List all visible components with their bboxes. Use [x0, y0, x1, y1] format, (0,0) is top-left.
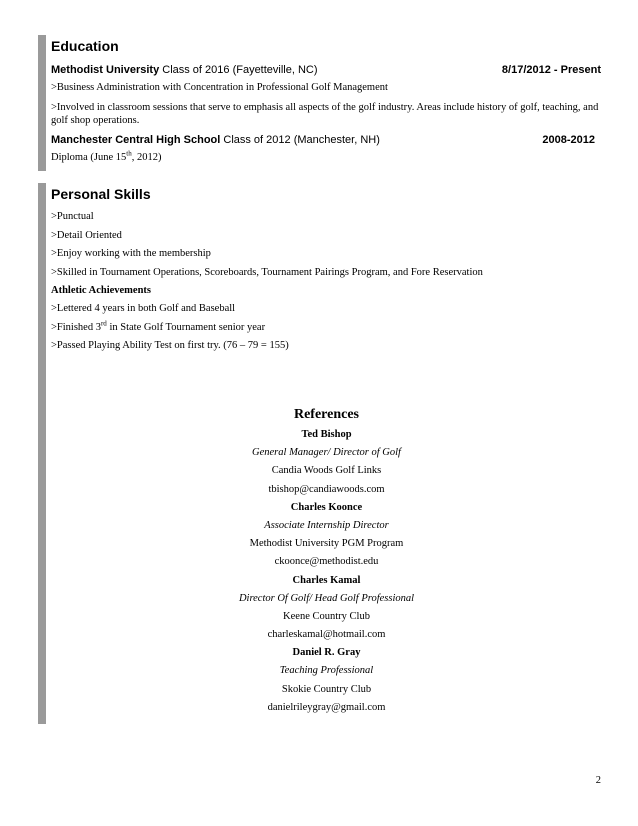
finished-text: >Finished 3 [51, 322, 101, 333]
manchester-school-line [51, 134, 380, 146]
skill-item: >Punctual [51, 211, 94, 222]
athletic-item-lettered: >Lettered 4 years in both Golf and Baseball [51, 303, 236, 314]
reference-name: Charles Koonce [290, 501, 363, 513]
reference-org: Candia Woods Golf Links [271, 465, 382, 477]
references-block [0, 404, 638, 717]
athletic-item-passed: >Passed Playing Ability Test on first try. (76 – 79 = 155) [51, 340, 289, 351]
manchester-header-row [51, 134, 601, 146]
reference-org: Keene Country Club [283, 610, 370, 622]
page-number: 2 [595, 775, 601, 786]
reference-name: Daniel R. Gray [292, 647, 361, 659]
methodist-dates: 8/17/2012 - Present [501, 64, 601, 76]
education-heading: Education [51, 38, 119, 54]
methodist-line-1: >Business Administration with Concentration in Professional Golf Management [51, 82, 388, 93]
skills-heading: Personal Skills [51, 186, 151, 202]
reference-email: tbishop@candiawoods.com [268, 483, 385, 495]
methodist-school-line [51, 64, 318, 76]
finished-text-end: in State Golf Tournament senior year [106, 322, 266, 333]
reference-email: charleskamal@hotmail.com [267, 629, 386, 641]
reference-org: Skokie Country Club [281, 683, 372, 695]
methodist-header-row [51, 64, 601, 76]
methodist-line-2: >Involved in classroom sessions that serve to emphasis all aspects of the golf industry. Areas include history of golf, teaching, and golf shop operations. [51, 102, 599, 126]
reference-email: danielrileygray@gmail.com [267, 701, 386, 713]
athletic-heading: Athletic Achievements [51, 285, 152, 296]
diploma-text-end: , 2012) [131, 152, 162, 163]
diploma-line [51, 149, 162, 163]
athletic-item-finished [51, 319, 266, 333]
reference-name: Ted Bishop [301, 429, 352, 440]
reference-role: Associate Internship Director [264, 519, 389, 531]
skill-item: >Detail Oriented [51, 230, 122, 241]
methodist-school-name: Methodist University [51, 64, 160, 76]
education-section-bar [38, 35, 46, 171]
manchester-dates: 2008-2012 [542, 134, 595, 146]
reference-role: General Manager/ Director of Golf [252, 447, 401, 459]
reference-role: Director Of Golf/ Head Golf Professional [238, 592, 415, 604]
diploma-sup: th [126, 149, 132, 158]
reference-name: Charles Kamal [292, 574, 361, 586]
references-heading: References [293, 407, 360, 422]
skill-item: >Enjoy working with the membership [51, 248, 211, 259]
manchester-school-name: Manchester Central High School [51, 134, 221, 146]
reference-email: ckoonce@methodist.edu [274, 556, 379, 568]
reference-org: Methodist University PGM Program [249, 538, 404, 550]
methodist-detail: Class of 2016 (Fayetteville, NC) [162, 64, 318, 76]
diploma-text: Diploma (June 15 [51, 152, 127, 163]
skill-item: >Skilled in Tournament Operations, Scoreboards, Tournament Pairings Program, and Fore Reservation [51, 267, 483, 278]
reference-role: Teaching Professional [279, 665, 374, 677]
finished-sup: rd [100, 319, 107, 328]
manchester-detail: Class of 2012 (Manchester, NH) [223, 134, 380, 146]
